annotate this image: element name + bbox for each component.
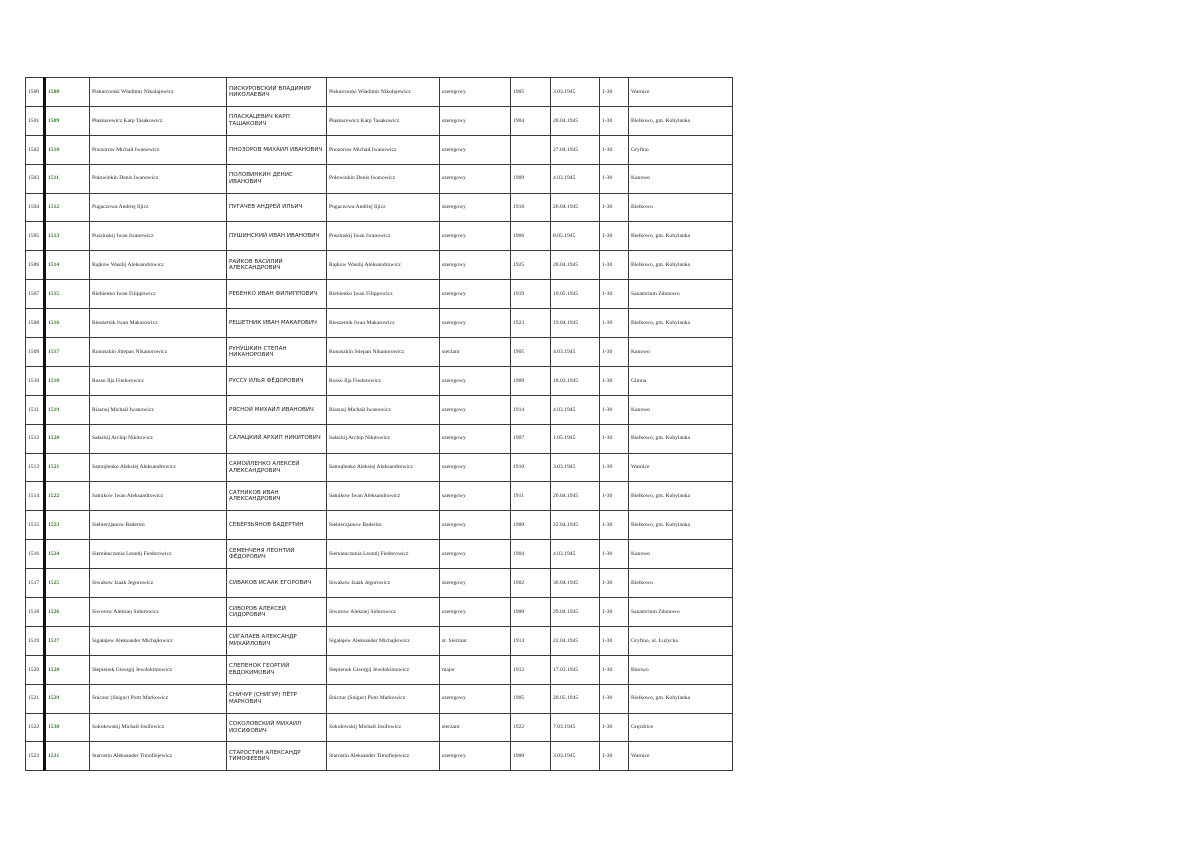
death-date-cell: 4.03.1945 [551, 164, 600, 193]
name-polish-repeat-cell: Siemienczenia Leontij Fiedorowicz [327, 540, 440, 569]
death-date-cell: 3.03.1945 [551, 78, 600, 107]
rank-cell: szeregowy [440, 193, 511, 222]
name-polish-repeat-cell: Rieszetnik Iwan Makarowicz [327, 309, 440, 338]
burial-place-cell: Gryfino [629, 135, 733, 164]
table-row [26, 106, 733, 135]
table-row [26, 540, 733, 569]
name-polish-cell: Rajkow Wasilij Aleksandrowicz [90, 251, 227, 280]
table-row [26, 482, 733, 511]
burial-place-cell: Bielkowo, gm. Kobylanka [629, 482, 733, 511]
name-russian-cell: ПУШИНСКИЙ ИВАН ИВАНОВИЧ [227, 222, 327, 251]
record-id-cell: 1510 [45, 135, 90, 164]
rank-cell: szeregowy [440, 106, 511, 135]
birth-year-cell: 1914 [511, 395, 551, 424]
rank-cell: szeregowy [440, 569, 511, 598]
table-row [26, 366, 733, 395]
record-id-cell: 1518 [45, 366, 90, 395]
code-cell: 1-30 [600, 309, 629, 338]
code-cell: 1-30 [600, 742, 629, 771]
name-russian-cell: ПНОЗОРОВ МИХАИЛ ИВАНОВИЧ [227, 135, 327, 164]
name-polish-cell: Siebierzjanow Badertin [90, 511, 227, 540]
burial-place-cell: Gryfino, ul. Łużycka [629, 626, 733, 655]
row-number-cell: 1516 [26, 540, 45, 569]
death-date-cell: 26.04.1945 [551, 482, 600, 511]
death-date-cell: 30.04.1945 [551, 569, 600, 598]
rank-cell: st. Sierżant [440, 626, 511, 655]
row-number-cell: 1515 [26, 511, 45, 540]
row-number-cell: 1512 [26, 424, 45, 453]
code-cell: 1-30 [600, 193, 629, 222]
name-russian-cell: САЛАЦКИЙ АРХИП НИКИТОВИЧ [227, 424, 327, 453]
record-id-cell: 1530 [45, 713, 90, 742]
code-cell: 1-30 [600, 424, 629, 453]
row-number-cell: 1514 [26, 482, 45, 511]
row-number-cell: 1511 [26, 395, 45, 424]
rank-cell: szeregowy [440, 222, 511, 251]
death-date-cell: 28.04.1945 [551, 106, 600, 135]
name-polish-repeat-cell: Satnikow Iwan Aleksandrowicz [327, 482, 440, 511]
death-date-cell: 22.04.1945 [551, 626, 600, 655]
burial-place-cell: Sanatorium Zdunowo [629, 598, 733, 627]
row-number-cell: 1507 [26, 280, 45, 309]
name-polish-repeat-cell: Rajkow Wasilij Aleksandrowicz [327, 251, 440, 280]
row-number-cell: 1510 [26, 366, 45, 395]
code-cell: 1-30 [600, 598, 629, 627]
name-russian-cell: ПЛАСКАЦЕВИЧ КАРП ТАШАКОВИЧ [227, 106, 327, 135]
burial-place-cell: Bielkowo, gm. Kobylanka [629, 511, 733, 540]
name-polish-repeat-cell: Piskurowski Władimir Nikołajewicz [327, 78, 440, 107]
code-cell: 1-30 [600, 280, 629, 309]
birth-year-cell [511, 135, 551, 164]
name-polish-cell: Sigałajew Aleksander Michajłowicz [90, 626, 227, 655]
name-polish-repeat-cell: Sałackij Archip Nikitowicz [327, 424, 440, 453]
name-polish-repeat-cell: Russo Ilja Fiedorowicz [327, 366, 440, 395]
name-russian-cell: САМОЙЛЕНКО АЛЕКСЕЙ АЛЕКСАНДРОВИЧ [227, 453, 327, 482]
record-id-cell: 1520 [45, 424, 90, 453]
birth-year-cell: 1905 [511, 78, 551, 107]
record-id-cell: 1509 [45, 106, 90, 135]
birth-year-cell: 1909 [511, 366, 551, 395]
name-russian-cell: СИГАЛАЕВ АЛЕКСАНДР МИХАЙЛОВИЧ [227, 626, 327, 655]
table-row [26, 395, 733, 424]
birth-year-cell: 1904 [511, 540, 551, 569]
row-number-cell: 1509 [26, 338, 45, 367]
record-id-cell: 1508 [45, 78, 90, 107]
rank-cell: szeregowy [440, 424, 511, 453]
burial-register-table [25, 77, 733, 771]
name-russian-cell: ПИСКУРОВСКИЙ ВЛАДИМИР НИКОЛАЕВИЧ [227, 78, 327, 107]
row-number-cell: 1519 [26, 626, 45, 655]
birth-year-cell: 1918 [511, 193, 551, 222]
name-polish-repeat-cell: Pnozorow Michaił Iwanowicz [327, 135, 440, 164]
rank-cell: szeregowy [440, 540, 511, 569]
table-row [26, 453, 733, 482]
name-polish-cell: Rieszetnik Iwan Makarowicz [90, 309, 227, 338]
name-polish-cell: Siwakow Izaak Jegorowicz [90, 569, 227, 598]
birth-year-cell: 1909 [511, 164, 551, 193]
rank-cell: szeregowy [440, 511, 511, 540]
burial-place-cell: Bielkowo [629, 569, 733, 598]
rank-cell: szeregowy [440, 251, 511, 280]
burial-place-cell: Binowo [629, 655, 733, 684]
record-id-cell: 1513 [45, 222, 90, 251]
record-id-cell: 1511 [45, 164, 90, 193]
record-id-cell: 1529 [45, 684, 90, 713]
table-row [26, 569, 733, 598]
burial-place-cell: Bielkowo, gm. Kobylanka [629, 424, 733, 453]
rank-cell: szeregowy [440, 684, 511, 713]
name-polish-repeat-cell: Riasnoj Michaił Iwanowicz [327, 395, 440, 424]
name-polish-repeat-cell: Puszinskij Iwan Iwanowicz [327, 222, 440, 251]
birth-year-cell: 1900 [511, 598, 551, 627]
code-cell: 1-30 [600, 713, 629, 742]
record-id-cell: 1515 [45, 280, 90, 309]
record-id-cell: 1525 [45, 569, 90, 598]
record-id-cell: 1512 [45, 193, 90, 222]
row-number-cell: 1518 [26, 598, 45, 627]
name-polish-repeat-cell: Starostin Aleksander Timofiejewicz [327, 742, 440, 771]
name-polish-cell: Sałackij Archip Nikitowicz [90, 424, 227, 453]
name-russian-cell: САТНИКОВ ИВАН АЛЕКСАНДРОВИЧ [227, 482, 327, 511]
birth-year-cell: 1919 [511, 280, 551, 309]
death-date-cell: 22.04.1945 [551, 511, 600, 540]
death-date-cell: 4.03.1945 [551, 540, 600, 569]
name-russian-cell: ПОЛОВИНКИН ДЕНИС ИВАНОВИЧ [227, 164, 327, 193]
table-row [26, 742, 733, 771]
table-row [26, 598, 733, 627]
name-russian-cell: СНИЧУР (СНИГУР) ПЁТР МАРКОВИЧ [227, 684, 327, 713]
code-cell: 1-30 [600, 251, 629, 280]
table-row [26, 655, 733, 684]
name-russian-cell: СЕБЕРЗЬЯНОВ БАДЕРТИН [227, 511, 327, 540]
table-row [26, 251, 733, 280]
birth-year-cell: 1914 [511, 626, 551, 655]
name-polish-cell: Śniczur (Snigur) Piotr Markowicz [90, 684, 227, 713]
death-date-cell: 20.05.1945 [551, 684, 600, 713]
name-polish-cell: Połowinkin Denis Iwanowicz [90, 164, 227, 193]
name-polish-cell: Pnozorow Michaił Iwanowicz [90, 135, 227, 164]
table-row [26, 713, 733, 742]
table-row [26, 78, 733, 107]
name-russian-cell: СИВОРОВ АЛЕКСЕЙ СИДОРОВИЧ [227, 598, 327, 627]
row-number-cell: 1520 [26, 655, 45, 684]
name-polish-cell: Płaskacewicz Karp Tasakowicz [90, 106, 227, 135]
row-number-cell: 1517 [26, 569, 45, 598]
rank-cell: sierżant [440, 338, 511, 367]
rank-cell: szeregowy [440, 78, 511, 107]
code-cell: 1-30 [600, 626, 629, 655]
record-id-cell: 1519 [45, 395, 90, 424]
record-id-cell: 1523 [45, 511, 90, 540]
record-id-cell: 1527 [45, 626, 90, 655]
death-date-cell: 3.03.1945 [551, 453, 600, 482]
rank-cell: szeregowy [440, 164, 511, 193]
name-russian-cell: СЕМЕНЧЕНЯ ЛЕОНТИЙ ФЁДОРОВИЧ [227, 540, 327, 569]
death-date-cell: 26.04.1945 [551, 193, 600, 222]
name-polish-cell: Sokołowskij Michaił Josifowicz [90, 713, 227, 742]
name-polish-repeat-cell: Siebierzjanow Badertin [327, 511, 440, 540]
name-russian-cell: РЯСНОЙ МИХАИЛ ИВАНОВИЧ [227, 395, 327, 424]
row-number-cell: 1508 [26, 309, 45, 338]
death-date-cell: 8.05.1945 [551, 222, 600, 251]
code-cell: 1-30 [600, 106, 629, 135]
table-row [26, 135, 733, 164]
birth-year-cell: 1905 [511, 338, 551, 367]
birth-year-cell: 1905 [511, 684, 551, 713]
burial-place-cell: Sanatorium Zdunowo [629, 280, 733, 309]
burial-place-cell: Kanowo [629, 164, 733, 193]
record-id-cell: 1526 [45, 598, 90, 627]
table-body [26, 78, 733, 771]
birth-year-cell: 1900 [511, 511, 551, 540]
name-polish-cell: Starostin Aleksander Timofiejewicz [90, 742, 227, 771]
death-date-cell: 17.03.1945 [551, 655, 600, 684]
row-number-cell: 1500 [26, 78, 45, 107]
table-row [26, 280, 733, 309]
name-polish-cell: Riebienko Iwan Filippowicz [90, 280, 227, 309]
code-cell: 1-30 [600, 78, 629, 107]
name-polish-cell: Siworow Aleksiej Sidorowicz [90, 598, 227, 627]
record-id-cell: 1524 [45, 540, 90, 569]
name-russian-cell: ПУГАЧЕВ АНДРЕЙ ИЛЬИЧ [227, 193, 327, 222]
record-id-cell: 1521 [45, 453, 90, 482]
birth-year-cell: 1922 [511, 713, 551, 742]
name-russian-cell: РУССУ ИЛЬЯ ФЁДОРОВИЧ [227, 366, 327, 395]
code-cell: 1-30 [600, 540, 629, 569]
death-date-cell: 3.03.1945 [551, 742, 600, 771]
name-polish-cell: Russo Ilja Fiedorowicz [90, 366, 227, 395]
code-cell: 1-30 [600, 135, 629, 164]
code-cell: 1-30 [600, 338, 629, 367]
code-cell: 1-30 [600, 684, 629, 713]
name-polish-repeat-cell: Słepienok Gieorgij Jewdokimowicz [327, 655, 440, 684]
rank-cell: szeregowy [440, 395, 511, 424]
rank-cell: szeregowy [440, 280, 511, 309]
table-row [26, 424, 733, 453]
row-number-cell: 1502 [26, 135, 45, 164]
burial-place-cell: Bielkowo [629, 193, 733, 222]
name-polish-repeat-cell: Runuszkin Stiepan Nikanorowicz [327, 338, 440, 367]
rank-cell: szeregowy [440, 309, 511, 338]
name-polish-repeat-cell: Siworow Aleksiej Sidorowicz [327, 598, 440, 627]
table-row [26, 684, 733, 713]
death-date-cell: 10.05.1945 [551, 280, 600, 309]
name-polish-cell: Runuszkin Stiepan Nikanorowicz [90, 338, 227, 367]
burial-place-cell: Kanowo [629, 395, 733, 424]
code-cell: 1-30 [600, 655, 629, 684]
birth-year-cell: 1900 [511, 742, 551, 771]
code-cell: 1-30 [600, 511, 629, 540]
death-date-cell: 4.03.1945 [551, 338, 600, 367]
burial-place-cell: Bielkowo, gm. Kobylanka [629, 222, 733, 251]
row-number-cell: 1523 [26, 742, 45, 771]
record-id-cell: 1522 [45, 482, 90, 511]
burial-place-cell: Warnice [629, 453, 733, 482]
burial-place-cell: Bielkowo, gm. Kobylanka [629, 309, 733, 338]
table-row [26, 164, 733, 193]
name-russian-cell: СИВАКОВ ИСААК ЕГОРОВИЧ [227, 569, 327, 598]
birth-year-cell: 1906 [511, 222, 551, 251]
row-number-cell: 1521 [26, 684, 45, 713]
table-row [26, 222, 733, 251]
table-row [26, 193, 733, 222]
rank-cell: szeregowy [440, 482, 511, 511]
code-cell: 1-30 [600, 164, 629, 193]
birth-year-cell: 1910 [511, 453, 551, 482]
death-date-cell: 27.04.1945 [551, 135, 600, 164]
name-russian-cell: СОКОЛОВСКИЙ МИХАИЛ ИОСИФОВИЧ [227, 713, 327, 742]
name-polish-repeat-cell: Połowinkin Denis Iwanowicz [327, 164, 440, 193]
name-polish-cell: Siemienczenia Leontij Fiedorowicz [90, 540, 227, 569]
row-number-cell: 1503 [26, 164, 45, 193]
name-russian-cell: РАЙКОВ ВАСИЛИЙ АЛЕКСАНДРОВИЧ [227, 251, 327, 280]
burial-place-cell: Kanowo [629, 338, 733, 367]
burial-place-cell: Bielkowo, gm. Kobylanka [629, 684, 733, 713]
name-polish-repeat-cell: Riebienko Iwan Filippowicz [327, 280, 440, 309]
birth-year-cell: 1923 [511, 309, 551, 338]
burial-place-cell: Glinna [629, 366, 733, 395]
rank-cell: sierżant [440, 713, 511, 742]
record-id-cell: 1514 [45, 251, 90, 280]
burial-place-cell: Warnice [629, 78, 733, 107]
name-russian-cell: РУНУШКИН СТЕПАН НИКАНОРОВИЧ [227, 338, 327, 367]
name-polish-cell: Słepienok Gieorgij Jewdokimowicz [90, 655, 227, 684]
code-cell: 1-30 [600, 395, 629, 424]
burial-place-cell: Bielkowo, gm. Kobylanka [629, 251, 733, 280]
burial-place-cell: Kanowo [629, 540, 733, 569]
name-polish-repeat-cell: Śniczur (Snigur) Piotr Markowicz [327, 684, 440, 713]
record-id-cell: 1516 [45, 309, 90, 338]
code-cell: 1-30 [600, 569, 629, 598]
name-russian-cell: РЕБЕНКО ИВАН ФИЛИППОВИЧ [227, 280, 327, 309]
code-cell: 1-30 [600, 482, 629, 511]
burial-place-cell: Bielkowo, gm. Kobylanka [629, 106, 733, 135]
table-row [26, 626, 733, 655]
burial-place-cell: Warnice [629, 742, 733, 771]
record-id-cell: 1531 [45, 742, 90, 771]
name-polish-repeat-cell: Sigałajew Aleksander Michajłowicz [327, 626, 440, 655]
death-date-cell: 18.03.1945 [551, 366, 600, 395]
name-polish-repeat-cell: Siwakow Izaak Jegorowicz [327, 569, 440, 598]
burial-place-cell: Gręzdrice [629, 713, 733, 742]
rank-cell: szeregowy [440, 598, 511, 627]
birth-year-cell: 1907 [511, 424, 551, 453]
birth-year-cell: 1904 [511, 106, 551, 135]
name-polish-repeat-cell: Płaskacewicz Karp Tasakowicz [327, 106, 440, 135]
rank-cell: szeregowy [440, 366, 511, 395]
code-cell: 1-30 [600, 222, 629, 251]
name-russian-cell: РЕШЕТНИК ИВАН МАКАРОВИЧ [227, 309, 327, 338]
rank-cell: major [440, 655, 511, 684]
table-row [26, 338, 733, 367]
name-polish-repeat-cell: Sokołowskij Michaił Josifowicz [327, 713, 440, 742]
birth-year-cell: 1911 [511, 482, 551, 511]
name-polish-cell: Puszinskij Iwan Iwanowicz [90, 222, 227, 251]
name-polish-cell: Satnikow Iwan Aleksandrowicz [90, 482, 227, 511]
record-id-cell: 1517 [45, 338, 90, 367]
name-polish-repeat-cell: Pugaczowa Andriej Iljicz [327, 193, 440, 222]
name-polish-repeat-cell: Samojlenko Aleksiej Aleksandrowicz [327, 453, 440, 482]
rank-cell: szeregowy [440, 135, 511, 164]
birth-year-cell: 1912 [511, 655, 551, 684]
death-date-cell: 29.04.1945 [551, 598, 600, 627]
row-number-cell: 1505 [26, 222, 45, 251]
death-date-cell: 7.03.1945 [551, 713, 600, 742]
birth-year-cell: 1902 [511, 569, 551, 598]
rank-cell: szeregowy [440, 453, 511, 482]
code-cell: 1-30 [600, 366, 629, 395]
row-number-cell: 1504 [26, 193, 45, 222]
table-row [26, 511, 733, 540]
death-date-cell: 4.03.1945 [551, 395, 600, 424]
name-polish-cell: Piskurowski Władimir Nikołajewicz [90, 78, 227, 107]
rank-cell: szeregowy [440, 742, 511, 771]
row-number-cell: 1513 [26, 453, 45, 482]
death-date-cell: 28.04.1945 [551, 251, 600, 280]
name-polish-cell: Riasnoj Michaił Iwanowicz [90, 395, 227, 424]
name-polish-cell: Samojlenko Aleksiej Aleksandrowicz [90, 453, 227, 482]
name-russian-cell: СЛЕПЕНОК ГЕОРГИЙ ЕВДОКИМОВИЧ [227, 655, 327, 684]
row-number-cell: 1506 [26, 251, 45, 280]
birth-year-cell: 1925 [511, 251, 551, 280]
name-russian-cell: СТАРОСТИН АЛЕКСАНДР ТИМОФЕЕВИЧ [227, 742, 327, 771]
death-date-cell: 1.05.1945 [551, 424, 600, 453]
name-polish-cell: Pugaczowa Andriej Iljicz [90, 193, 227, 222]
record-id-cell: 1528 [45, 655, 90, 684]
row-number-cell: 1501 [26, 106, 45, 135]
row-number-cell: 1522 [26, 713, 45, 742]
code-cell: 1-30 [600, 453, 629, 482]
table-row [26, 309, 733, 338]
death-date-cell: 19.04.1945 [551, 309, 600, 338]
